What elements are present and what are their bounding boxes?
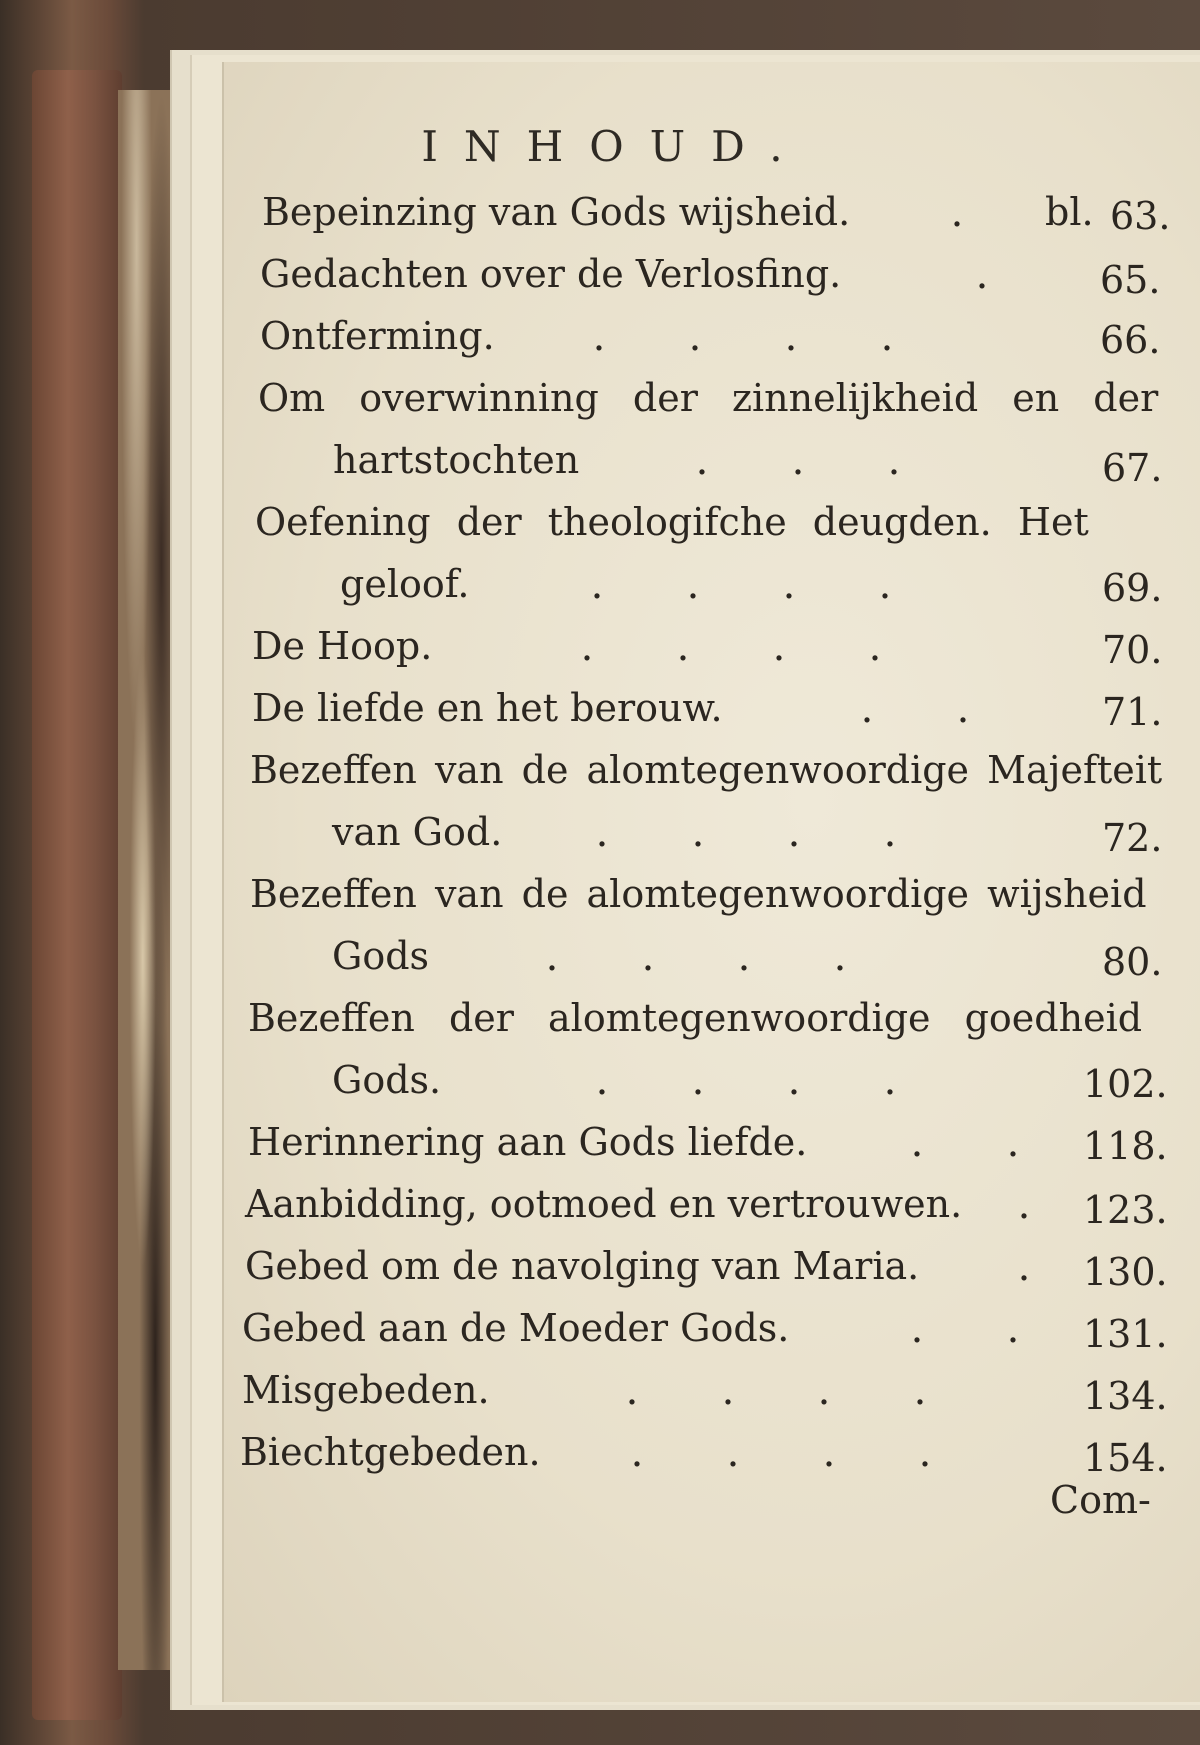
toc-entry-page: 130. xyxy=(1083,1250,1168,1294)
toc-entry-title: Aanbidding, ootmoed en vertrouwen. xyxy=(245,1182,963,1226)
leader-dots: . . . . xyxy=(590,562,894,608)
toc-entry-title: Ontferming. xyxy=(260,314,495,358)
leader-dots: . . . . xyxy=(545,934,849,980)
leader-dots: . xyxy=(1017,1244,1033,1290)
toc-entry-page: 71. xyxy=(1102,690,1163,734)
toc-entry-title: Herinnering aan Gods liefde. xyxy=(248,1120,808,1164)
toc-entry-page: 72. xyxy=(1102,816,1163,860)
toc-entry-page: 69. xyxy=(1102,566,1163,610)
toc-entry-title: Gedachten over de Verlosfing. xyxy=(260,252,842,296)
toc-entry-title: De Hoop. xyxy=(252,624,433,668)
toc-entry-title: Oefening der theologifche deugden. Het xyxy=(255,500,1089,544)
toc-entry-page: 154. xyxy=(1083,1436,1168,1480)
toc-entry-continuation: hartstochten xyxy=(333,438,580,482)
toc-entry-page: 102. xyxy=(1083,1062,1168,1106)
leader-dots: . . xyxy=(910,1120,1022,1166)
toc-entry-title: Om overwinning der zinnelijkheid en der xyxy=(258,376,1159,420)
toc-entry-page: 118. xyxy=(1083,1124,1168,1168)
toc-entry-page: 131. xyxy=(1083,1312,1168,1356)
toc-entry-title: Misgebeden. xyxy=(242,1368,490,1412)
toc-entry-title: Bezeffen van de alomtegenwoordige Majefteit xyxy=(250,748,1163,792)
leader-dots: . . . . xyxy=(592,314,896,360)
toc-entry-page: 134. xyxy=(1083,1374,1168,1418)
toc-entry-title: Biechtgebeden. xyxy=(240,1430,541,1474)
leader-dots: . . . xyxy=(695,438,903,484)
toc-entry-continuation: Gods. xyxy=(332,1058,442,1102)
catchword: Com- xyxy=(1050,1478,1151,1522)
leader-dots: . . . . xyxy=(630,1430,934,1476)
toc-entry-page: 70. xyxy=(1102,628,1163,672)
toc-entry-title: Bezeffen van de alomtegenwoordige wijsheid xyxy=(250,872,1147,916)
toc-entry-title: Gebed om de navolging van Maria. xyxy=(245,1244,920,1288)
leader-dots: . xyxy=(975,252,991,298)
leader-dots: . . xyxy=(860,686,972,732)
toc-entry-title: De liefde en het berouw. xyxy=(252,686,723,730)
toc-entry-page: 63. xyxy=(1110,194,1171,238)
leader-dots: . . xyxy=(910,1306,1022,1352)
leader-dots: . . . . xyxy=(625,1368,929,1414)
leader-dots: . . . . xyxy=(595,1058,899,1104)
leader-dots: . . . . xyxy=(580,624,884,670)
leader-dots: . xyxy=(950,190,966,236)
toc-entry-page: 67. xyxy=(1102,446,1163,490)
toc-entry-page: 65. xyxy=(1100,258,1161,302)
toc-entry-continuation: Gods xyxy=(332,934,430,978)
toc-entry-page: 80. xyxy=(1102,940,1163,984)
toc-entry-page: 66. xyxy=(1100,318,1161,362)
toc-entry-title: Bepeinzing van Gods wijsheid. xyxy=(262,190,851,234)
leader-dots: . xyxy=(1017,1182,1033,1228)
leader-dots: . . . . xyxy=(595,810,899,856)
toc-entry-continuation: van God. xyxy=(332,810,503,854)
page-heading: INHOUD. xyxy=(421,122,809,171)
toc-entry-title: Bezeffen der alomtegenwoordige goedheid xyxy=(248,996,1143,1040)
toc-entry-title: Gebed aan de Moeder Gods. xyxy=(242,1306,790,1350)
toc-entry-continuation: geloof. xyxy=(340,562,470,606)
toc-page-prefix: bl. xyxy=(1045,190,1094,234)
toc-entry-page: 123. xyxy=(1083,1188,1168,1232)
